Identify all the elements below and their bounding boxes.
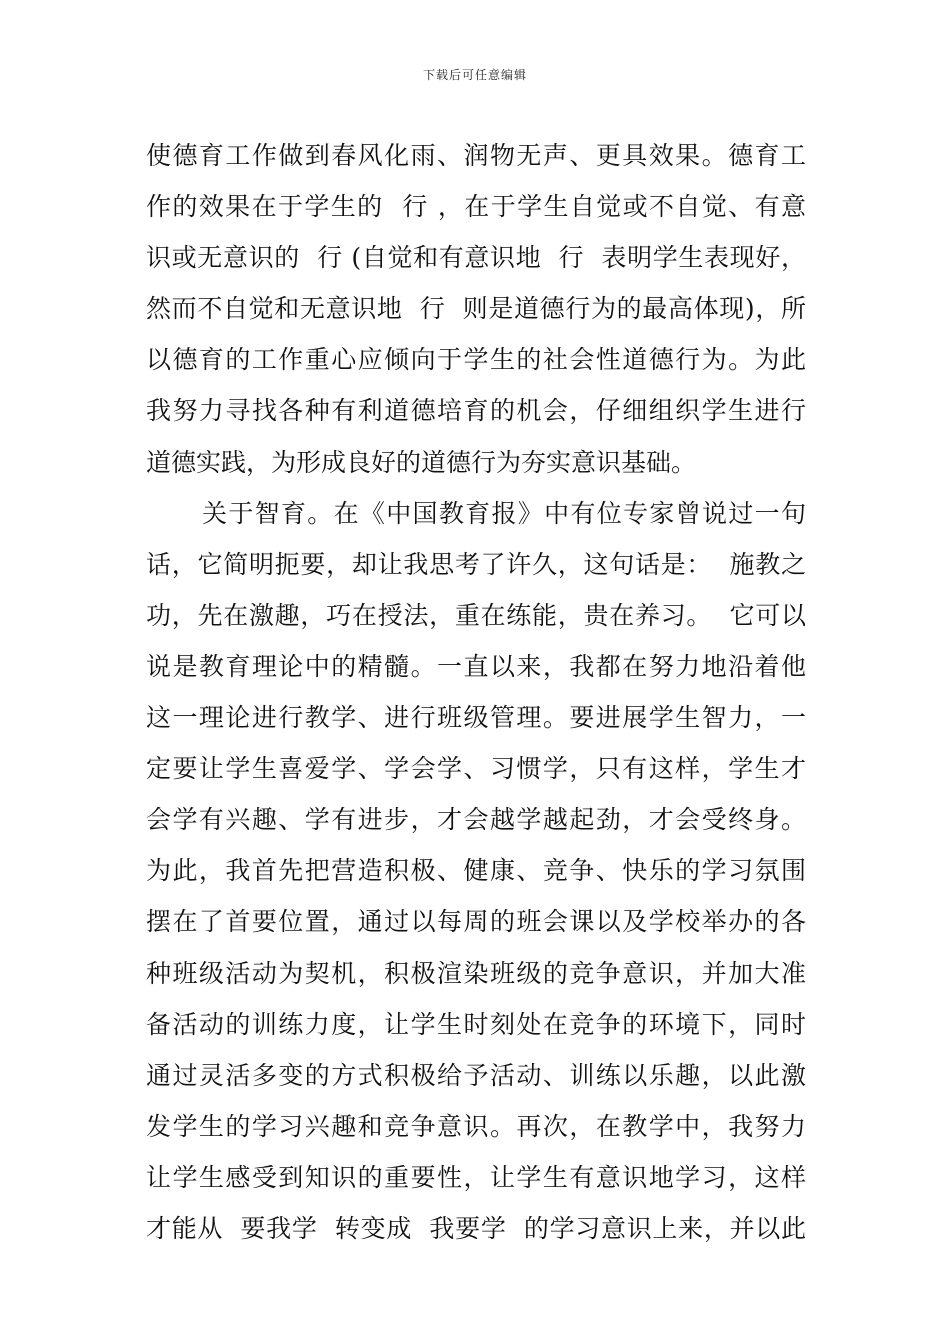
text-line: 说是教育理论中的精髓。一直以来，我都在努力地沿着他 [146,651,806,681]
paragraph-first-line: 关于智育。在《中国教育报》中有位专家曾说过一句 [202,498,806,528]
text-line: 发学生的学习兴趣和竞争意识。再次，在教学中，我努力 [146,1111,806,1141]
text-line: 让学生感受到知识的重要性，让学生有意识地学习，这样 [146,1162,806,1192]
text-line: 作的效果在于学生的 行 ，在于学生自觉或不自觉、有意 [146,192,806,222]
header-note: 下载后可任意编辑 [422,68,527,82]
text-line: 这一理论进行教学、进行班级管理。要进展学生智力，一 [146,703,806,733]
text-line: 以德育的工作重心应倾向于学生的社会性道德行为。为此 [146,345,806,375]
text-line: 然而不自觉和无意识地 行 则是道德行为的最高体现)，所 [146,294,806,324]
text-line: 会学有兴趣、学有进步，才会越学越起劲，才会受终身。 [146,805,806,835]
text-line: 道德实践，为形成良好的道德行为夯实意识基础。 [146,447,697,477]
text-line: 备活动的训练力度，让学生时刻处在竞争的环境下，同时 [146,1009,806,1039]
text-line: 种班级活动为契机，积极渲染班级的竞争意识，并加大准 [146,958,806,988]
text-line: 使德育工作做到春风化雨、润物无声、更具效果。德育工 [146,141,806,170]
text-line: 识或无意识的 行 (自觉和有意识地 行 表明学生表现好， [146,243,806,273]
text-line: 摆在了首要位置，通过以每周的班会课以及学校举办的各 [146,907,806,937]
text-line: 我努力寻找各种有利道德培育的机会，仔细组织学生进行 [146,396,806,426]
text-line: 才能从 要我学 转变成 我要学 的学习意识上来，并以此 [146,1213,806,1243]
text-line: 为此，我首先把营造积极、健康、竞争、快乐的学习氛围 [146,856,806,886]
text-line: 通过灵活多变的方式积极给予活动、训练以乐趣，以此激 [146,1060,806,1090]
text-line: 功，先在激趣，巧在授法，重在练能，贵在养习。 它可以 [146,600,806,630]
text-line: 定要让学生喜爱学、学会学、习惯学，只有这样，学生才 [146,754,806,784]
text-line: 话，它简明扼要，却让我思考了许久，这句话是： 施教之 [146,549,806,579]
body-text [146,130,806,1254]
